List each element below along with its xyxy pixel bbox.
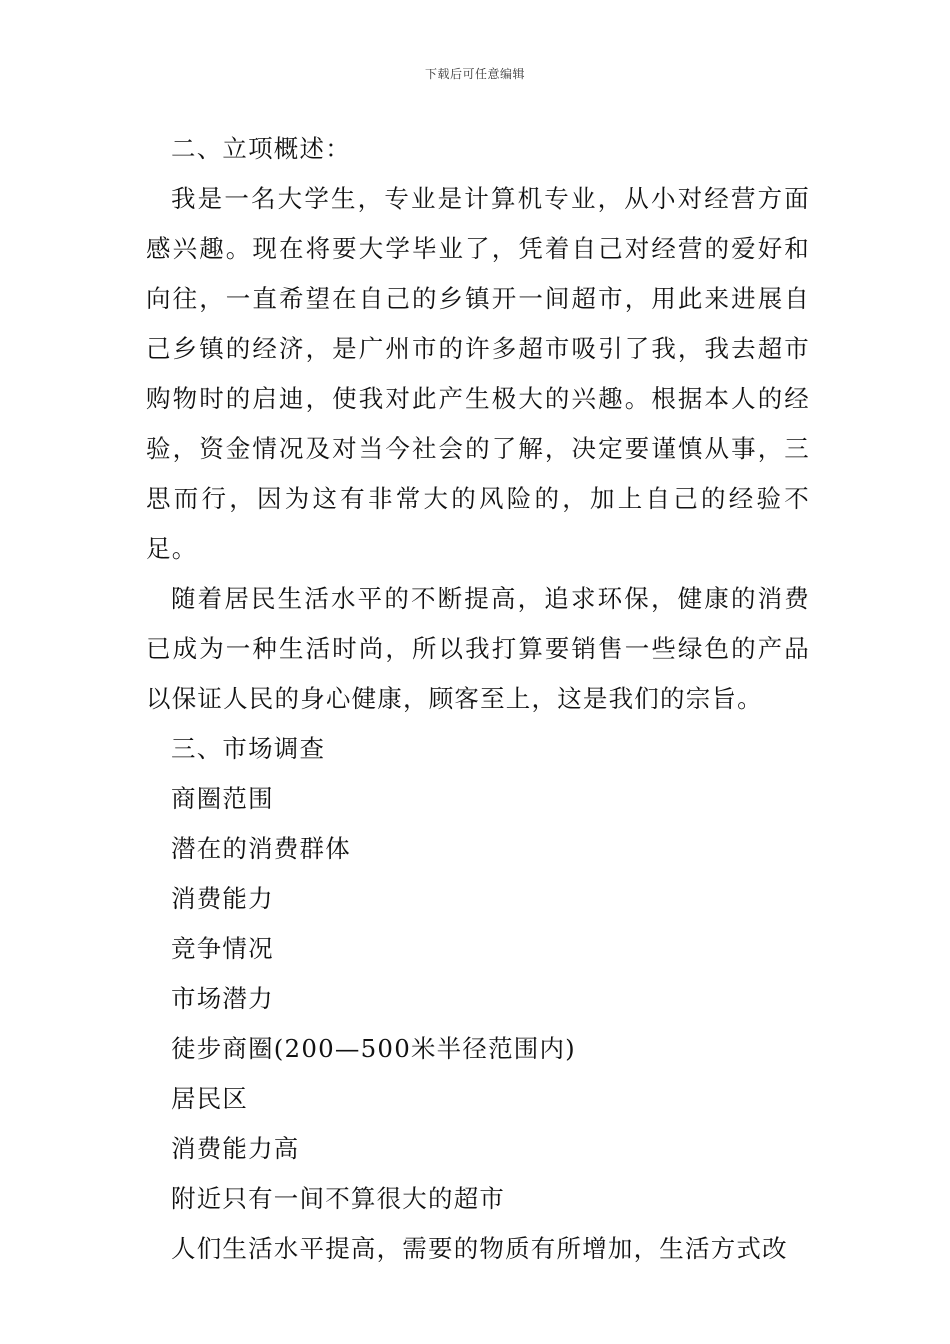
list-item: 市场潜力 (171, 984, 274, 1013)
document-body (146, 124, 810, 1274)
section-heading-project-overview: 二、立项概述： (171, 134, 351, 163)
page-header: 下载后可任意编辑 (424, 67, 525, 81)
list-item: 竞争情况 (171, 934, 274, 963)
list-item: 居民区 (171, 1084, 249, 1113)
paragraph-goal: 随着居民生活水平的不断提高，追求环保，健康的消费已成为一种生活时尚，所以我打算要销售一些绿色的产品以保证人民的身心健康，顾客至上，这是我们的宗旨。 (146, 584, 810, 713)
list-item: 潜在的消费群体 (171, 834, 351, 863)
list-item: 消费能力高 (171, 1134, 300, 1163)
list-item: 附近只有一间不算很大的超市 (171, 1184, 506, 1213)
list-item: 消费能力 (171, 884, 274, 913)
list-item: 商圈范围 (171, 784, 274, 813)
paragraph-introduction: 我是一名大学生，专业是计算机专业，从小对经营方面感兴趣。现在将要大学毕业了，凭着自己对经营的爱好和向往，一直希望在自己的乡镇开一间超市，用此来进展自己乡镇的经济，是广州市的许多超市吸引了我，我去超市购物时的启迪，使我对此产生极大的兴趣。根据本人的经验，资金情况及对当今社会的了解，决定要谨慎从事，三思而行，因为这有非常大的风险的，加上自己的经验不足。 (146, 184, 810, 563)
list-item: 徒步商圈(200—500米半径范围内) (171, 1034, 576, 1063)
section-heading-market-research: 三、市场调查 (171, 734, 326, 763)
paragraph-living-standard: 人们生活水平提高，需要的物质有所增加，生活方式改 (171, 1234, 788, 1263)
